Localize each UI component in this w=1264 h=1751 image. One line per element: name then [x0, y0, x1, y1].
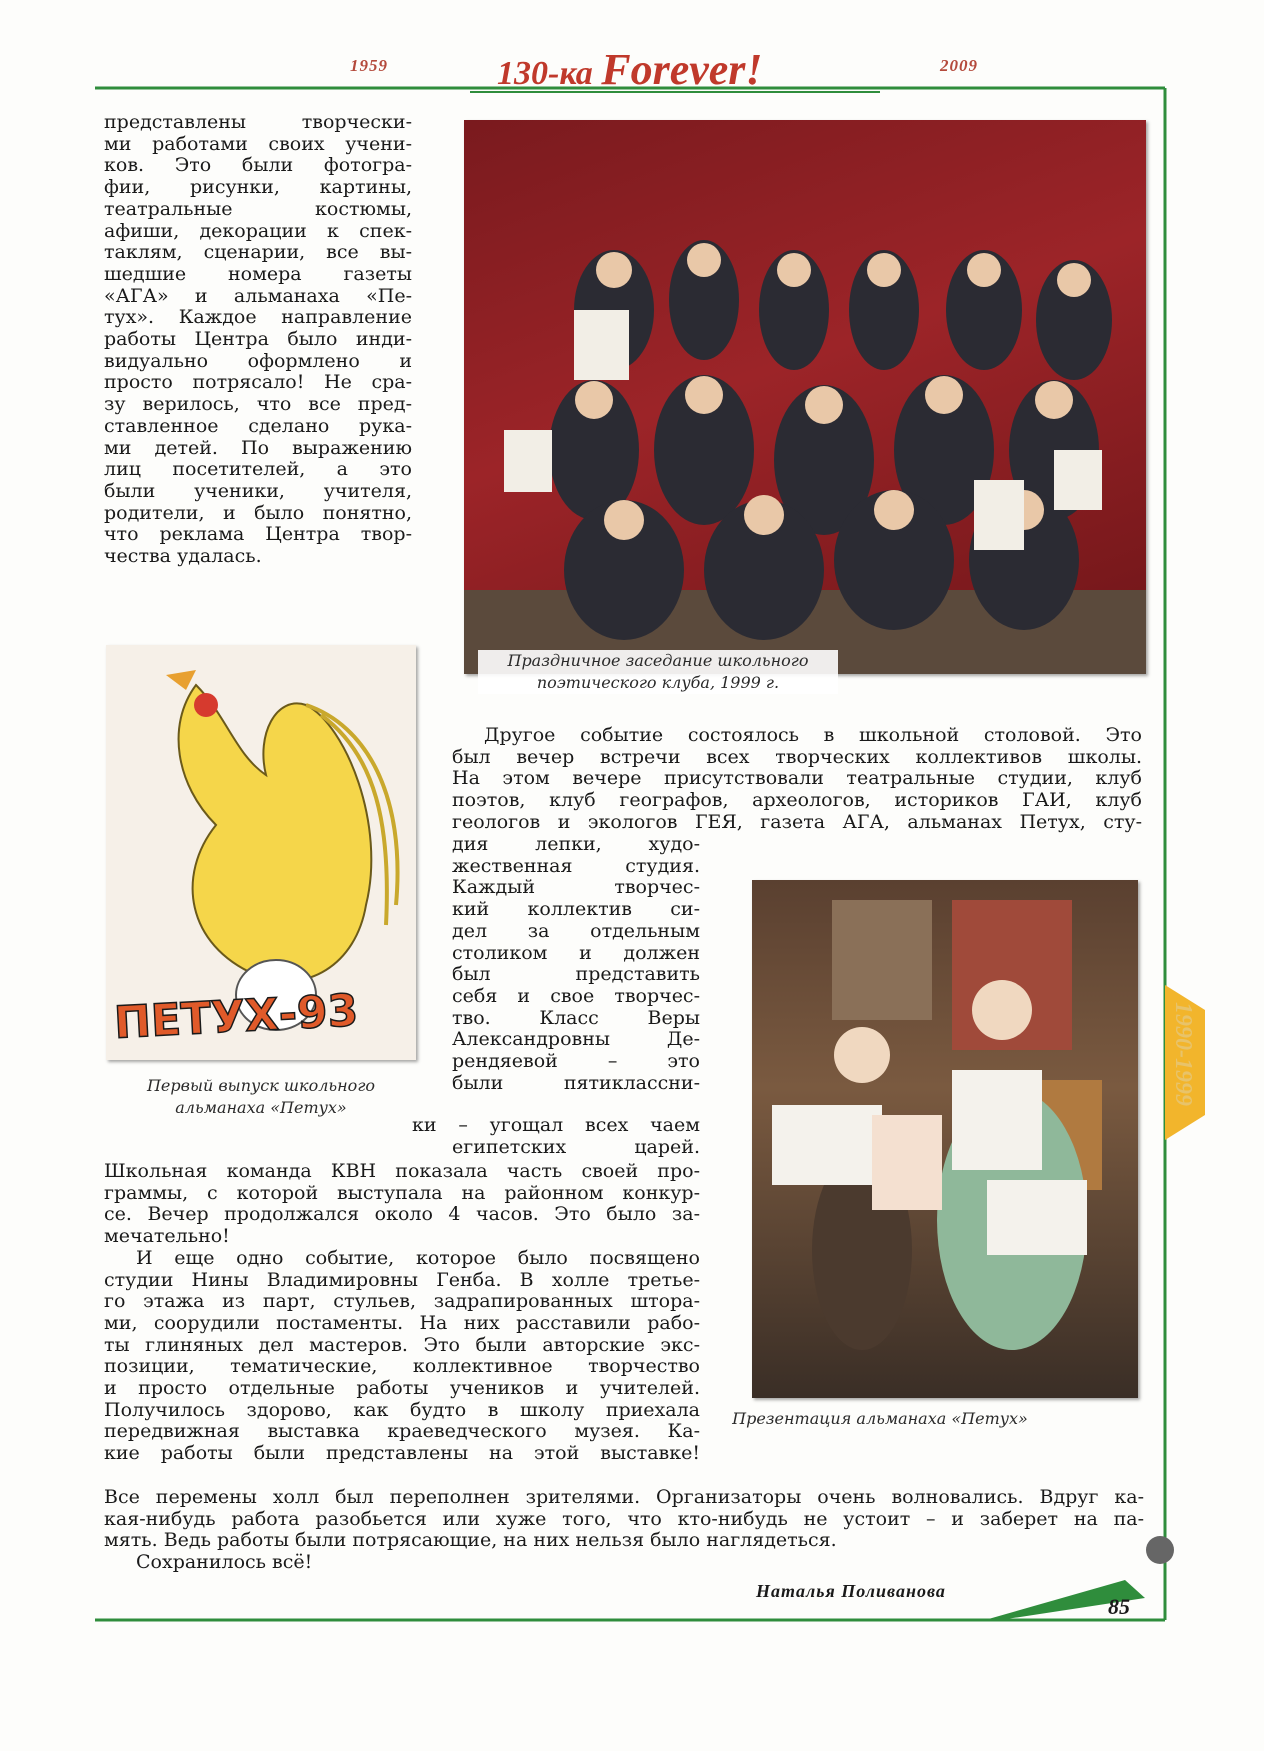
text-line: и просто отдельные работы учеников и учителей.: [104, 1377, 700, 1400]
year-right: 2009: [940, 56, 978, 75]
club-photo-caption-line1: Праздничное заседание школьного: [507, 651, 809, 670]
text-line: театральные костюмы,: [104, 197, 412, 220]
almanac-caption: [106, 1075, 416, 1119]
text-line: ты глиняных дел мастеров. Это были авторские экс-: [104, 1333, 700, 1356]
text-line: передвижная выставка краеведческого музея. Ка-: [104, 1420, 700, 1443]
text-line: представлены творчески-: [104, 111, 412, 133]
text-line: шедшие номера газеты: [104, 262, 412, 285]
text-line: просто потрясало! Не сра-: [104, 371, 412, 394]
club-photo-caption-line2: поэтического клуба, 1999 г.: [536, 673, 780, 692]
text-line: кая-нибудь работа разобьется или хуже того, что кто-нибудь не устоит – и заберет на па-: [104, 1507, 1144, 1530]
text-line: себя и свое творчес-: [452, 984, 700, 1007]
almanac-caption-line1: Первый выпуск школьного: [146, 1076, 376, 1095]
text-line-mid-2: египетских царей.: [452, 1136, 700, 1158]
text-line: видуально оформлено и: [104, 349, 412, 372]
logo-main: Forever!: [601, 45, 763, 94]
text-line: фии, рисунки, картины,: [104, 176, 412, 199]
text-line: Александровны Де-: [452, 1028, 700, 1051]
text-line: дел за отдельным: [452, 919, 700, 942]
text-line: чества удалась.: [104, 545, 262, 568]
text-line: ми, соорудили постаменты. На них расставили рабо-: [104, 1311, 700, 1334]
text-line: студии Нины Владимировны Генба. В холле третье-: [104, 1268, 700, 1291]
text-line: Другое событие состоялось в школьной столовой. Это: [484, 724, 1142, 746]
text-line: что реклама Центра твор-: [104, 523, 412, 546]
text-final-line: Сохранилось всё!: [136, 1551, 313, 1573]
text-line: работы Центра было инди-: [104, 328, 412, 351]
text-line: кие работы были представлены на этой выставке!: [104, 1442, 700, 1465]
text-line: родители, и было понятно,: [104, 501, 412, 524]
text-line: был вечер встречи всех творческих коллективов школы.: [452, 745, 1142, 768]
text-line: был представить: [452, 963, 700, 986]
text-line: дия лепки, худо-: [452, 833, 700, 855]
presentation-caption: Презентация альманаха «Петух»: [732, 1409, 1028, 1428]
almanac-cover-title: ПЕТУХ-93: [112, 985, 360, 1049]
text-line: мечательно!: [104, 1225, 230, 1248]
text-line: Получилось здорово, как будто в школу приехала: [104, 1398, 700, 1421]
text-line: го этажа из парт, стульев, задрапированных штора-: [104, 1290, 700, 1313]
year-left: 1959: [350, 56, 388, 75]
text-block-wide-2: [104, 1161, 700, 1465]
club-photo-caption: [478, 650, 838, 694]
text-line: се. Вечер продолжался около 4 часов. Это было за-: [104, 1203, 700, 1226]
text-line: были ученики, учителя,: [104, 479, 412, 502]
text-block-full: [104, 1487, 1144, 1552]
text-column-left: [104, 112, 412, 568]
text-line: геологов и экологов ГЕЯ, газета АГА, альманах Петух, сту-: [452, 810, 1142, 833]
text-line: ков. Это были фотогра-: [104, 154, 412, 177]
author-name: Наталья Поливанова: [756, 1581, 946, 1601]
text-line: Каждый творчес-: [452, 876, 700, 899]
presentation-photo-figures: [752, 880, 1138, 1398]
text-line: столиком и должен: [452, 941, 700, 964]
text-line: ми детей. По выражению: [104, 436, 412, 459]
text-line-mid: ки – угощал всех чаем: [412, 1114, 700, 1136]
text-line: жественная студия.: [452, 854, 700, 877]
text-line: афиши, декорации к спек-: [104, 219, 412, 242]
text-line: И еще одно событие, которое было посвящено: [136, 1246, 700, 1269]
club-photo: [464, 120, 1146, 674]
text-line: тух». Каждое направление: [104, 306, 412, 329]
side-tab-label: 1990-1999: [1170, 1002, 1196, 1106]
text-line: поэтов, клуб географов, археологов, историков ГАИ, клуб: [452, 789, 1142, 812]
text-line: были пятиклассни-: [452, 1071, 700, 1094]
text-line: позиции, тематические, коллективное творчество: [104, 1355, 700, 1378]
almanac-caption-line2: альманаха «Петух»: [175, 1098, 347, 1117]
text-line: мять. Ведь работы были потрясающие, на них нельзя было наглядеться.: [104, 1529, 837, 1552]
page-number: 85: [1108, 1594, 1130, 1619]
text-line: На этом вечере присутствовали театральные студии, клуб: [452, 767, 1142, 790]
corner-ball: [1146, 1536, 1174, 1564]
header-logo: [497, 44, 763, 95]
text-line: граммы, с которой выступала на районном конкур-: [104, 1181, 700, 1204]
text-block-narrow: [452, 834, 700, 1094]
text-line: рендяевой – это: [452, 1050, 700, 1073]
text-line: таклям, сценарии, все вы-: [104, 241, 412, 264]
presentation-photo: [752, 880, 1138, 1398]
text-line: Школьная команда КВН показала часть своей про-: [104, 1160, 700, 1182]
text-line: Все перемены холл был переполнен зрителями. Организаторы очень волновались. Вдруг ка-: [104, 1486, 1144, 1508]
text-line: ми работами своих учени-: [104, 132, 412, 155]
club-photo-figures: [464, 120, 1146, 674]
text-block-wide-1: [452, 725, 1142, 834]
text-line: «АГА» и альманаха «Пе-: [104, 284, 412, 307]
text-line: тво. Класс Веры: [452, 1006, 700, 1029]
text-line: зу верилось, что все пред-: [104, 393, 412, 416]
text-line: ставленное сделано рука-: [104, 414, 412, 437]
logo-prefix: 130-ка: [497, 55, 602, 92]
text-line: кий коллектив си-: [452, 898, 700, 921]
text-line: лиц посетителей, а это: [104, 458, 412, 481]
almanac-cover: [106, 645, 416, 1060]
